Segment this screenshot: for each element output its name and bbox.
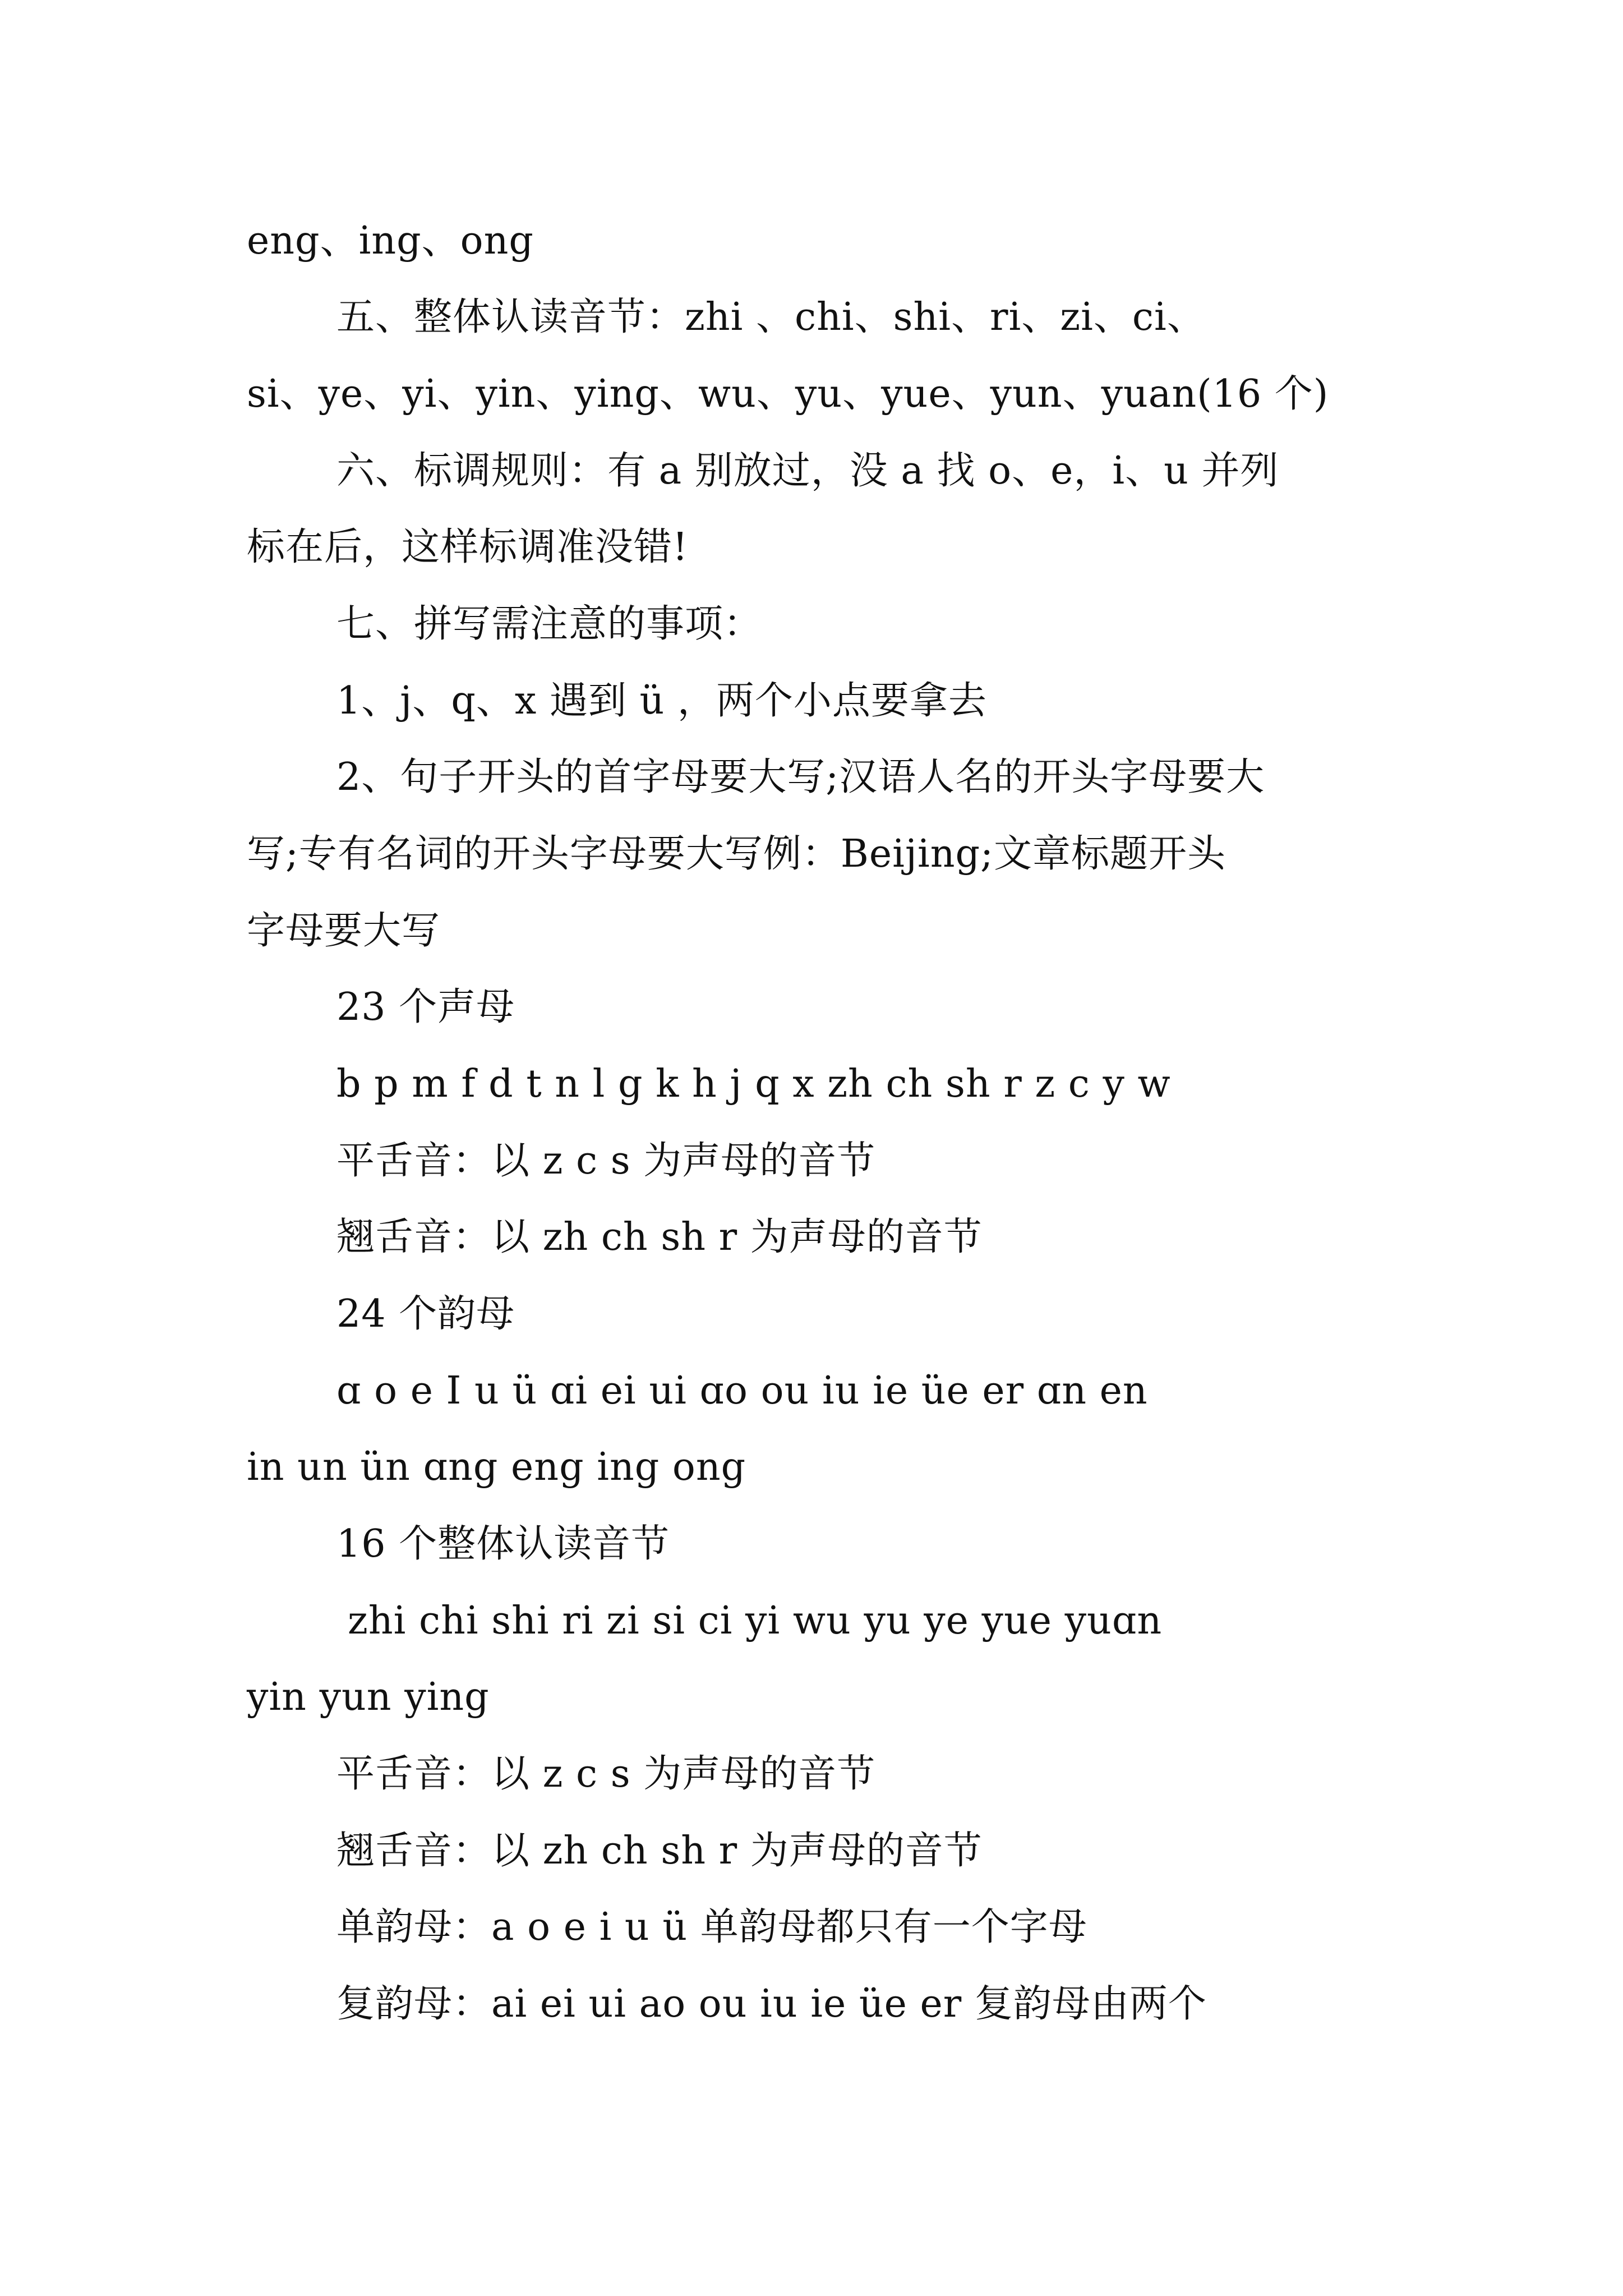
text-line: 1、j、q、x 遇到 ü ，两个小点要拿去 (336, 679, 987, 723)
text-line: 标在后，这样标调准没错! (247, 525, 689, 569)
text-line: ɑ o e I u ü ɑi ei ui ɑo ou iu ie üe er ɑn en (336, 1369, 1148, 1413)
text-line: 翘舌音：以 zh ch sh r 为声母的音节 (336, 1829, 983, 1873)
text-line: in un ün ɑng eng ing ong (247, 1445, 746, 1489)
text-line: 六、标调规则：有 a 别放过，没 a 找 o、e，i、u 并列 (336, 449, 1279, 493)
text-line: 复韵母：ai ei ui ao ou iu ie üe er 复韵母由两个 (336, 1982, 1207, 2026)
text-line: 翘舌音：以 zh ch sh r 为声母的音节 (336, 1215, 983, 1259)
text-line: 写;专有名词的开头字母要大写例：Beijing;文章标题开头 (247, 832, 1226, 876)
text-line: 平舌音：以 z c s 为声母的音节 (336, 1752, 876, 1796)
text-line: 23 个声母 (336, 985, 515, 1029)
text-line: b p m f d t n l g k h j q x zh ch sh r z c y w (336, 1062, 1171, 1106)
text-line: si、ye、yi、yin、ying、wu、yu、yue、yun、yuan(16 个) (247, 372, 1329, 416)
text-line: 24 个韵母 (336, 1292, 515, 1336)
text-line: 2、句子开头的首字母要大写;汉语人名的开头字母要大 (336, 755, 1265, 799)
text-line: 七、拼写需注意的事项： (336, 602, 763, 646)
text-line: eng、ing、ong (247, 219, 534, 263)
text-line: 平舌音：以 z c s 为声母的音节 (336, 1139, 876, 1183)
text-line: 16 个整体认读音节 (336, 1522, 670, 1566)
text-line: zhi chi shi ri zi si ci yi wu yu ye yue yuɑn (348, 1599, 1163, 1643)
text-line: 单韵母：a o e i u ü 单韵母都只有一个字母 (336, 1905, 1087, 1949)
text-line: 五、整体认读音节：zhi 、chi、shi、ri、zi、ci、 (336, 295, 1206, 339)
text-line: 字母要大写 (247, 909, 441, 953)
text-line: yin yun ying (247, 1675, 490, 1719)
